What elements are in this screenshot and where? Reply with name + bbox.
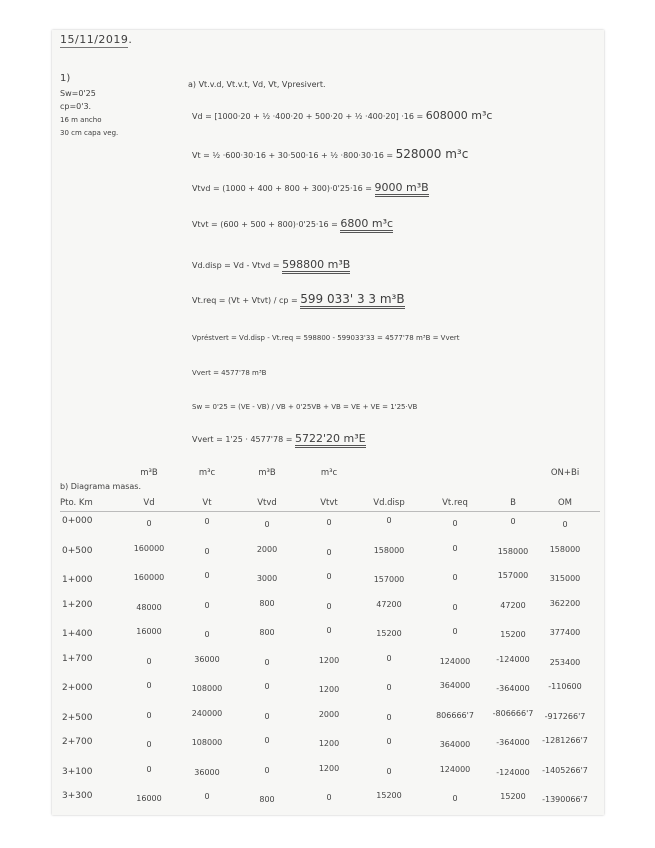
table-cell: 0 [386,653,392,663]
given-width: 16 m ancho [60,116,102,124]
unit-label: ON+Bi [550,468,580,478]
table-cell: 0 [326,572,332,581]
equation-vd [192,110,492,122]
table-cell: 364000 [439,681,471,690]
table-cell: 16000 [136,627,162,636]
given-topsoil: 30 cm capa veg. [60,129,119,137]
table-cell: 1200 [318,763,340,773]
equation-vtvd-result: 9000 m³B [375,181,429,197]
column-header: Vt.req [442,498,468,508]
table-cell: 108000 [191,684,223,693]
table-cell: 160000 [133,543,165,553]
header-divider [60,511,600,512]
table-cell: 2+000 [62,683,93,693]
equation-vd-disp-expression: Vd.disp = Vd - Vtvd = [192,261,283,270]
table-cell: 0 [386,516,392,525]
table-cell: 0 [326,547,332,557]
table-cell: 16000 [136,794,162,803]
table-cell: 2000 [318,709,340,719]
table-cell: 3+300 [62,791,93,801]
equation-vtvd-expression: Vtvd = (1000 + 400 + 800 + 300)·0'25·16 = [192,184,375,193]
table-cell: -364000 [496,738,530,747]
table-cell: 0 [146,656,152,666]
table-cell: 0 [264,736,270,745]
table-cell: 0 [204,571,210,580]
equation-vt-expression: Vt = ½ ·600·30·16 + 30·500·16 + ½ ·800·30·16 = [192,151,396,160]
table-cell: 15200 [500,792,526,801]
equation-vtvt [192,218,393,230]
equation-vvert-final-result: 5722'20 m³E [295,432,366,448]
unit-label: m³c [320,468,338,478]
table-cell: 108000 [191,738,223,747]
unit-label: m³c [198,468,216,478]
table-cell: 0 [146,740,152,749]
table-cell: 0 [386,766,392,776]
equation-vd-result: 608000 m³c [425,109,493,122]
equation-vd-expression: Vd = [1000·20 + ½ ·400·20 + 500·20 + ½ ·400·20] ·16 = [192,112,426,121]
table-cell: -124000 [496,654,530,664]
table-cell: -364000 [496,684,530,693]
equation-vtvt-expression: Vtvt = (600 + 500 + 800)·0'25·16 = [192,220,341,229]
table-cell: 0 [386,712,392,722]
equation-vvert-final [192,433,366,445]
table-cell: 240000 [191,708,223,718]
column-header: Vd [143,498,155,508]
table-cell: 3+100 [62,766,93,777]
equation-vt-result: 528000 m³c [395,147,469,161]
table-cell: 1+000 [62,575,93,585]
table-cell: 0 [264,520,270,529]
table-cell: -1405266'7 [542,765,588,775]
table-cell: 0 [326,518,332,527]
table-cell: 2000 [256,544,278,554]
table-cell: 0+500 [62,545,93,556]
table-cell: 1+700 [62,653,93,664]
table-cell: 2+700 [62,737,93,747]
table-cell: 0 [452,627,458,636]
table-cell: -1281266'7 [542,736,588,745]
given-sw: Sw=0'25 [60,89,96,98]
table-cell: 15200 [376,791,402,800]
table-cell: 0 [452,794,458,803]
table-cell: 1200 [318,739,340,748]
table-cell: 36000 [194,654,220,664]
table-cell: 0 [264,765,270,775]
table-cell: 0 [204,630,210,639]
table-cell: 253400 [549,657,581,667]
table-cell: -917266'7 [544,711,586,721]
unit-label: m³B [258,468,276,478]
table-cell: 377400 [549,628,581,637]
table-cell: 124000 [439,764,471,774]
table-cell: 15200 [376,629,402,638]
table-cell: 0 [146,681,152,690]
equation-vt-req-result: 599 033' 3 3 m³B [300,292,404,309]
table-cell: 1200 [318,655,340,665]
equation-vvert-final-expression: Vvert = 1'25 · 4577'78 = [192,435,295,444]
table-cell: 0 [204,517,210,526]
table-cell: 0 [326,793,332,802]
equation-vt-req [192,293,405,306]
table-cell: 0 [264,682,270,691]
column-header: B [510,498,516,508]
table-cell: 0 [510,517,516,526]
equation-vprestamo: Vpréstvert = Vd.disp - Vt.req = 598800 - 599033'33 = 4577'78 m³B = Vvert [192,334,460,342]
table-cell: 0 [146,710,152,720]
table-cell: 800 [259,628,275,637]
table-cell: 1200 [318,685,340,694]
table-cell: 0 [146,764,152,774]
table-cell: -806666'7 [492,708,534,718]
notebook-page [52,30,604,815]
table-cell: 1+200 [62,599,93,610]
part-a-title: a) Vt.v.d, Vt.v.t, Vd, Vt, Vpresivert. [188,80,326,89]
table-cell: 0 [146,519,152,528]
equation-vtvd [192,182,429,194]
table-cell: 158000 [549,544,581,554]
table-cell: 315000 [549,574,581,583]
table-cell: 0 [386,683,392,692]
table-cell: 0 [452,573,458,582]
unit-label: m³B [140,468,158,478]
table-cell: -124000 [496,767,530,777]
table-cell: 124000 [439,656,471,666]
equation-vt [192,148,468,161]
table-cell: -110600 [548,682,582,691]
table-cell: 47200 [500,600,526,610]
table-cell: 0 [204,792,210,801]
column-header: Vd.disp [373,498,405,508]
table-cell: 3000 [256,574,278,583]
table-cell: 0 [326,601,332,611]
equation-vvert: Vvert = 4577'78 m³B [192,369,267,377]
table-cell: 800 [259,598,275,608]
table-cell: 0 [562,520,568,529]
table-cell: 158000 [373,545,405,555]
given-cp: cp=0'3. [60,102,92,111]
table-cell: 36000 [194,767,220,777]
column-header: Pto. Km [60,498,93,508]
table-cell: 0 [326,626,332,635]
date-heading: 15/11/2019. [60,33,133,46]
table-cell: 0 [452,602,458,612]
table-cell: 2+500 [62,712,93,723]
column-header: OM [557,498,573,508]
table-cell: 0 [204,600,210,610]
column-header: Vtvd [257,498,277,508]
table-cell: 157000 [497,571,529,580]
problem-number: 1) [60,73,71,84]
table-cell: 157000 [373,575,405,584]
table-cell: 0 [386,737,392,746]
equation-vt-req-expression: Vt.req = (Vt + Vtvt) / cp = [192,296,301,305]
equation-vtvt-result: 6800 m³c [340,217,393,233]
equation-vd-disp-result: 598800 m³B [282,258,350,274]
table-cell: 0 [204,546,210,556]
table-cell: 1+400 [62,629,93,639]
table-cell: 0 [264,657,270,667]
table-cell: 158000 [497,546,529,556]
column-header: Vt [202,498,212,508]
table-cell: -1390066'7 [542,795,588,804]
equation-sw: Sw = 0'25 = (VE - VB) / VB + 0'25VB + VB = VE + VE = 1'25·VB [192,403,418,411]
column-header: Vtvt [320,498,338,508]
table-cell: 48000 [136,602,162,612]
table-cell: 160000 [133,573,165,582]
table-cell: 364000 [439,740,471,749]
table-cell: 15200 [500,630,526,639]
table-cell: 0 [452,543,458,553]
table-cell: 0 [452,519,458,528]
part-b-title: b) Diagrama masas. [60,482,142,491]
table-cell: 800 [259,795,275,804]
table-cell: 806666'7 [436,710,474,720]
table-cell: 362200 [549,598,581,608]
table-cell: 0+000 [62,516,93,526]
table-cell: 47200 [376,599,402,609]
equation-vd-disp [192,259,350,271]
table-cell: 0 [264,711,270,721]
